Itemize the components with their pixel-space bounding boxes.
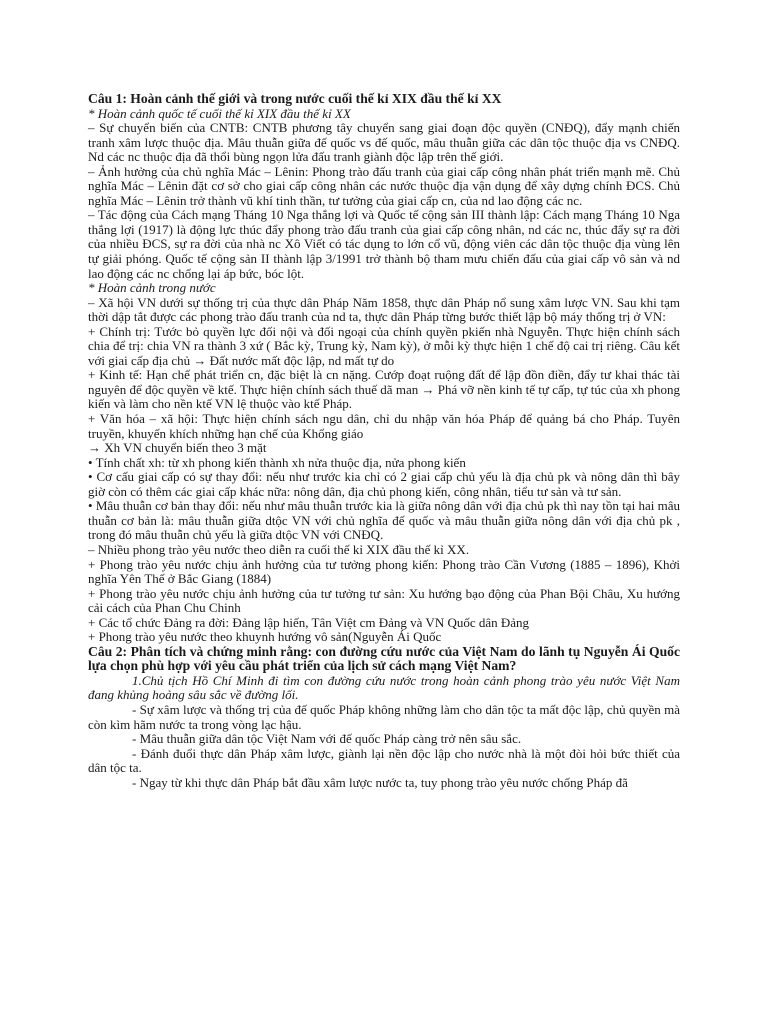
- paragraph-culture: + Văn hóa – xã hội: Thực hiện chính sách ngu dân, chỉ du nhập văn hóa Pháp để quảng bá cho Pháp. Tuyên truyền, khuyến khích những hạn chế của Khổng giáo: [88, 411, 680, 441]
- paragraph-politics: + Chính trị: Tước bỏ quyền lực đối nội và đối ngoại của chính quyền pkiến nhà Nguyễn. Thực hiện chính sách chia để trị: chia VN ra thành 3 xứ ( Bắc kỳ, Trung kỳ, Nam kỳ), ở mỗi kỳ thực hiện 1 chế độ cai trị riêng. Câu kết với giai cấp địa chủ → Đất nước mất độc lập, nd mất tự do: [88, 323, 680, 368]
- paragraph-q2-point-3: - Mâu thuẫn giữa dân tộc Việt Nam với đế quốc Pháp càng trở nên sâu sắc.: [132, 731, 522, 747]
- question-2-heading: Câu 2: Phân tích và chứng minh rằng: con đường cứu nước của Việt Nam do lãnh tụ Nguyễn Ái Quốc lựa chọn phù hợp với yêu cầu phát triển của lịch sử cách mạng Việt Nam?: [88, 643, 680, 674]
- paragraph-feudal-movements: + Phong trào yêu nước chịu ảnh hưởng của tư tưởng phong kiến: Phong trào Cần Vương (1885 – 1896), Khởi nghĩa Yên Thế ở Bắc Giang (1884): [88, 556, 680, 587]
- paragraph-society: – Xã hội VN dưới sự thống trị của thực dân Pháp Năm 1858, thực dân Pháp nổ sung xâm lược VN. Sau khi tạm thời dập tắt được các phong trào đấu tranh của nd ta, thực dân Pháp từng bước thiết lập bộ máy thống trị ở VN:: [88, 294, 680, 325]
- paragraph-movements: – Nhiều phong trào yêu nước theo diễn ra cuối thế kỉ XIX đầu thế kỉ XX.: [88, 541, 470, 557]
- question-1-heading: Câu 1: Hoàn cảnh thế giới và trong nước cuối thế kỉ XIX đầu thế kỉ XX: [88, 91, 502, 106]
- bullet-class-structure: • Cơ cấu giai cấp có sự thay đổi: nếu như trước kia chỉ có 2 giai cấp chủ yếu là địa chủ pk và nông dân thì bây giờ còn có thêm các giai cấp khác nữa: nông dân, địa chủ phong kiến, công nhân, tiểu tư sản và tư sản.: [88, 469, 680, 499]
- domestic-context-subheading: * Hoàn cảnh trong nước: [88, 280, 216, 296]
- paragraph-bourgeois-movements: + Phong trào yêu nước chịu ảnh hưởng của tư tưởng tư sản: Xu hướng bạo động của Phan Bội Châu, Xu hướng cải cách của Phan Chu Chinh: [88, 585, 680, 616]
- bullet-social-nature: • Tính chất xh: từ xh phong kiến thành xh nửa thuộc địa, nửa phong kiến: [88, 454, 466, 470]
- paragraph-three-changes: → Xh VN chuyển biến theo 3 mặt: [88, 440, 267, 456]
- paragraph-economy: + Kinh tế: Hạn chế phát triển cn, đặc biệt là cn nặng. Cướp đoạt ruộng đất để lập đồn điền, đẩy tư khai thác tài nguyên để độc quyền về ktế. Thực hiện chính sách thuế dã man → Phá vỡ nền kinh tế tự cấp, tự túc của xh phong kiến và làm cho nền ktế VN lệ thuộc vào ktế Pháp.: [88, 367, 680, 412]
- paragraph-capitalism: – Sự chuyển biến của CNTB: CNTB phương tây chuyển sang giai đoạn độc quyền (CNĐQ), đẩy mạnh chiến tranh xâm lược thuộc địa. Mâu thuẫn giữa đế quốc vs đế quốc, mâu thuẫn giữa các dân tộc thuộc địa vs CNĐQ. Nd các nc thuộc địa đã thổi bùng ngọn lửa đấu tranh giành độc lập trên thế giới.: [88, 120, 680, 165]
- paragraph-q2-point-2: - Sự xâm lược và thống trị của đế quốc Pháp không những làm cho dân tộc ta mất độc lập, chủ quyền mà còn kìm hãm nước ta trong vòng lạc hậu.: [88, 701, 680, 732]
- paragraph-q2-point-1: 1.Chủ tịch Hồ Chí Minh đi tìm con đường cứu nước trong hoàn cảnh phong trào yêu nước Việt Nam đang khủng hoảng sâu sắc về đường lối.: [88, 672, 680, 703]
- paragraph-q2-point-5: - Ngay từ khi thực dân Pháp bắt đầu xâm lược nước ta, tuy phong trào yêu nước chống Pháp đã: [132, 774, 628, 790]
- document-page: [88, 92, 680, 790]
- bullet-basic-conflict: • Mâu thuẫn cơ bản thay đổi: nếu như mâu thuẫn trước kia là giữa nông dân với địa chủ pk thì nay tồn tại hai mâu thuẫn cơ bản là: mâu thuẫn giữa dtộc VN với chủ nghĩa đế quốc và mâu thuẫn giữa nông dân với địa chủ pk , trong đó mâu thuẫn chủ yếu là giữa dtộc VN với CNĐQ.: [88, 498, 680, 543]
- paragraph-marxism: – Ảnh hưởng của chủ nghĩa Mác – Lênin: Phong trào đấu tranh của giai cấp công nhân phát triển mạnh mẽ. Chủ nghĩa Mác – Lênin đặt cơ sở cho giai cấp công nhân các nước thuộc địa vận dụng để xây dựng chính ĐCS. Chủ nghĩa Mác – Lênin trở thành vũ khí tinh thần, tư tưởng của giai cấp cn, của nd lao động các nc.: [88, 163, 680, 208]
- paragraph-parties: + Các tổ chức Đảng ra đời: Đảng lập hiến, Tân Việt cm Đảng và VN Quốc dân Đảng: [88, 614, 530, 630]
- paragraph-q2-point-4: - Đánh đuổi thực dân Pháp xâm lược, giành lại nền độc lập cho nước nhà là một đòi hỏi bức thiết của dân tộc ta.: [88, 745, 680, 776]
- paragraph-october-revolution: – Tác động của Cách mạng Tháng 10 Nga thắng lợi và Quốc tế cộng sản III thành lập: Cách mạng Tháng 10 Nga thắng lợi (1917) là động lực thúc đẩy phong trào đấu tranh của giai cấp công nhân, nd các nc, thúc đẩy sự ra đời của nhiều ĐCS, sự ra đời của nhà nc Xô Viết có tác dụng to lớn cổ vũ, động viên các dân tộc thuộc địa vùng lên tự giải phóng. Quốc tế cộng sản II thành lập 3/1991 trở thành bộ tham mưu chiến đấu của giai cấp vô sản và nd lao động các nc chống lại áp bức, bóc lột.: [88, 207, 680, 281]
- world-context-subheading: * Hoàn cảnh quốc tế cuối thế kỉ XIX đầu thế kỉ XX: [88, 105, 351, 121]
- paragraph-proletarian-movement: + Phong trào yêu nước theo khuynh hướng vô sản(Nguyễn Ái Quốc: [88, 629, 442, 645]
